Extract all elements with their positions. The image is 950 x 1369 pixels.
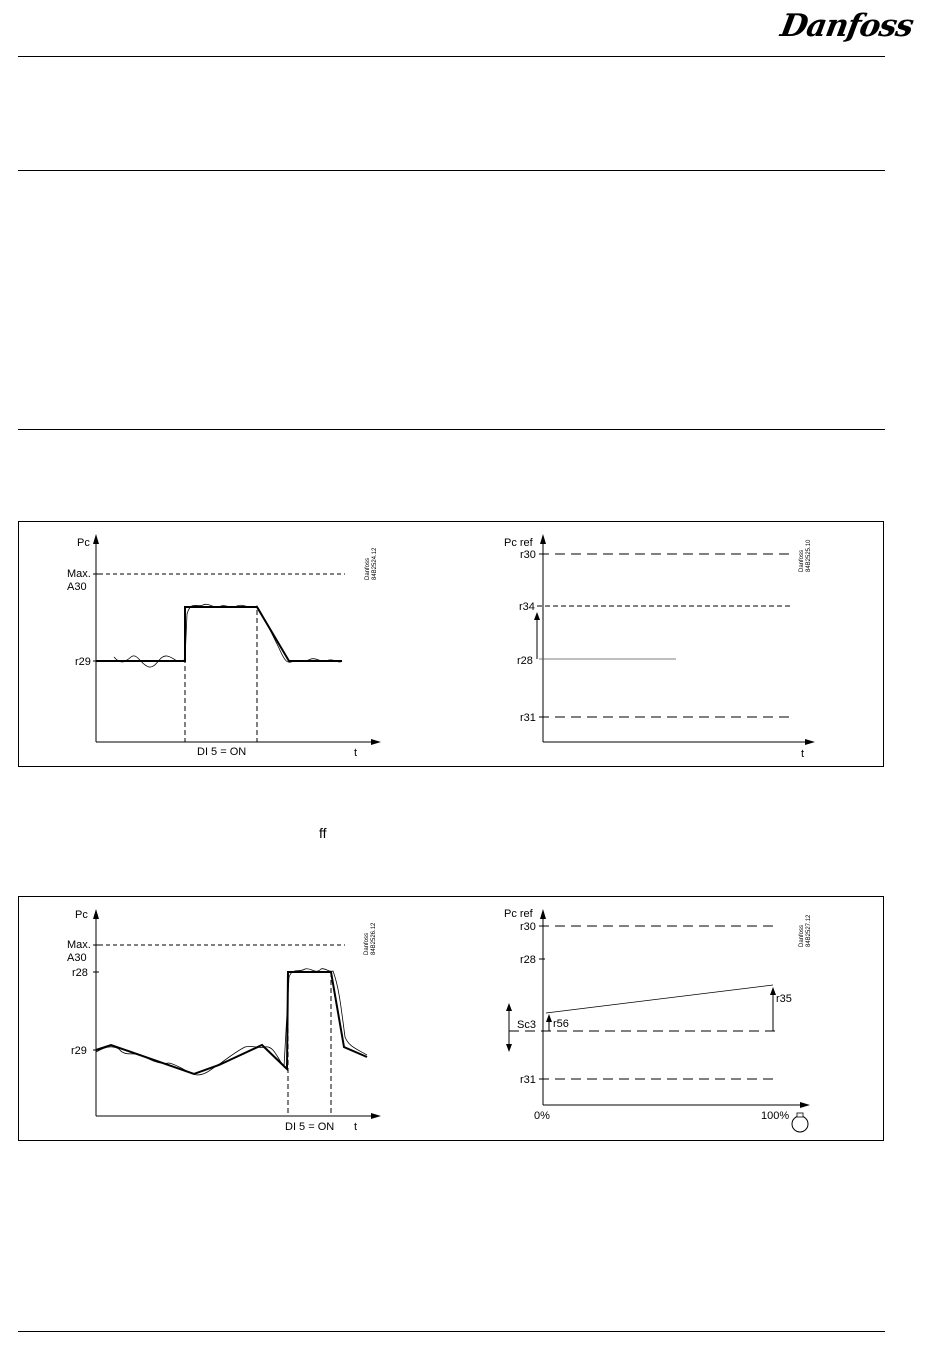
x-axis-arrow	[371, 1113, 381, 1119]
danfoss-logo	[777, 6, 916, 46]
label-max: Max.	[67, 939, 91, 951]
measured-curve	[114, 604, 342, 667]
y-axis-label: Pc	[77, 537, 90, 549]
diagram-pc-ref-range	[504, 534, 815, 760]
divider-3	[18, 429, 885, 430]
label-r31: r31	[520, 712, 536, 724]
diagram-pc-ref-capacity	[504, 908, 812, 1132]
divider-top	[18, 56, 885, 57]
label-r29: r29	[75, 656, 91, 668]
figure-code-1: Danfoss	[364, 932, 370, 955]
label-0-percent: 0%	[534, 1110, 550, 1122]
figure-code-1: Danfoss	[799, 549, 805, 572]
y-axis-arrow	[540, 534, 546, 544]
logo-text: Danfoss	[777, 8, 916, 44]
y-axis-label: Pc	[75, 909, 88, 921]
figure-code-2: 84B2527.12	[806, 914, 812, 947]
label-r28: r28	[72, 967, 88, 979]
label-r28: r28	[520, 954, 536, 966]
x-axis-arrow	[805, 739, 815, 745]
label-r28: r28	[517, 655, 533, 667]
label-r30: r30	[520, 921, 536, 933]
y-axis-label: Pc ref	[504, 908, 533, 920]
di-label: DI 5 = ON	[285, 1121, 335, 1133]
x-axis-label: t	[801, 748, 805, 760]
figure-code-2: 84B2526.12	[371, 922, 377, 955]
label-r34: r34	[519, 601, 535, 613]
x-axis-arrow	[800, 1102, 810, 1108]
figure-code-2: 84B2525.10	[806, 539, 812, 572]
label-max: Max.	[67, 568, 91, 580]
label-100-percent: 100%	[761, 1110, 790, 1122]
diagram-pc-floating	[67, 909, 381, 1133]
capacity-reference-line	[546, 985, 773, 1013]
reference-curve	[96, 972, 367, 1074]
y-axis-arrow	[93, 534, 99, 544]
figure-code-1: Danfoss	[799, 924, 805, 947]
y-axis-arrow	[540, 909, 546, 919]
label-r30: r30	[520, 549, 536, 561]
divider-bottom	[18, 1331, 885, 1332]
compressor-icon	[792, 1113, 808, 1132]
di-label: DI 5 = ON	[197, 746, 247, 758]
label-a30: A30	[67, 952, 87, 964]
x-axis-label: t	[354, 747, 358, 759]
figure-1	[18, 521, 884, 767]
figure-2	[18, 896, 884, 1141]
figure-code-2: 84B2524.12	[372, 547, 378, 580]
label-r56: r56	[553, 1018, 569, 1030]
x-axis-label: t	[354, 1121, 358, 1133]
x-axis-arrow	[371, 739, 381, 745]
label-a30: A30	[67, 581, 87, 593]
reference-curve	[96, 607, 342, 661]
figure-code-1: Danfoss	[365, 557, 371, 580]
stray-glyph: ff	[319, 825, 327, 841]
label-r35: r35	[776, 993, 792, 1005]
y-axis-arrow	[93, 909, 99, 919]
figure-2-graphics	[19, 897, 885, 1142]
divider-2	[18, 170, 885, 171]
label-r31: r31	[520, 1074, 536, 1086]
diagram-pc-offset	[67, 534, 381, 759]
label-r29: r29	[71, 1045, 87, 1057]
y-axis-label: Pc ref	[504, 537, 533, 549]
label-sc3: Sc3	[517, 1019, 536, 1031]
figure-1-graphics	[19, 522, 885, 768]
